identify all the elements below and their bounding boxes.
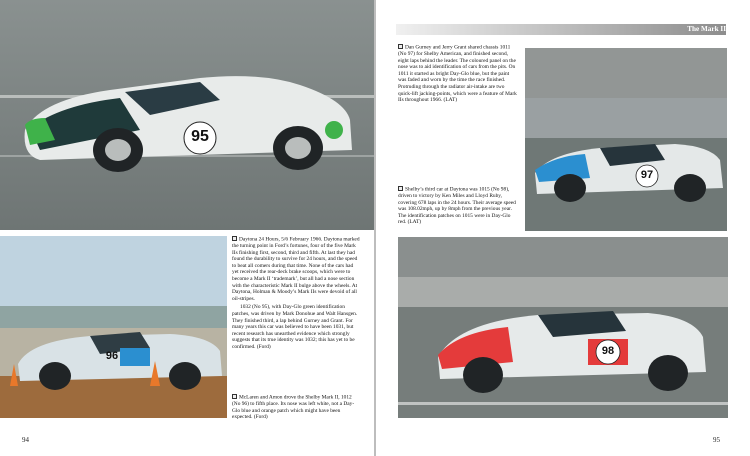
caption-paragraph: Dan Gurney and Jerry Grant shared chassis 1011 (No 97) for Shelby American, and finished second, eight laps behind the leader. The coloured panel on the nose was to aid identification of cars from the pits. On 1011 it started as bright Day-Glo blue, but the paint was faded and worn by the time the race finished. Protruding through the radiator air-intake are two quick-lift jacking-points, which were a feature of Mark IIs throughout 1966. (LAT) [398, 44, 517, 104]
car-number-95: 95 [191, 128, 209, 145]
photo-car-96-pits [0, 236, 227, 418]
photo-car-97-track [525, 48, 727, 231]
car-number-97: 97 [640, 169, 654, 181]
caption-marker-icon [398, 186, 403, 191]
running-head-title: The Mark II [687, 25, 726, 33]
caption-paragraph: McLaren and Amon drove the Shelby Mark II, 1012 (No 96) to fifth place. Its nose was left white, not a Day-Glo blue and orange patch which might have been expected. (Ford) [232, 394, 355, 421]
caption-paragraph: Daytona 24 Hours, 5/6 February 1966. Daytona marked the turning point in Ford’s fortunes, four of the five Mark IIs finishing first, second, third and fifth. At last they had found the durability to survive for 24 hours, and the speed to beat all comers during that time. None of the cars had yet received the rear-deck brake scoops, which were to become a Mark II ‘trademark’, but all had a nose section with the characteristic Mark II bulge above the wheels. At Daytona, Holman & Moody’s Mark IIs were devoid of all oil-stripes. [232, 236, 360, 302]
left-page [0, 0, 374, 456]
caption-paragraph: Shelby’s third car at Daytona was 1015 (No 98), driven to victory by Ken Miles and Lloyd Ruby, covering 678 laps in the 24 hours. Their average speed was 108.02mph, up by 8mph from the previous year. The identification patches on 1015 were in Day-Glo red. (LAT) [398, 186, 516, 226]
caption-marker-icon [398, 44, 403, 49]
caption-marker-icon [232, 236, 237, 241]
car-number-98: 98 [601, 345, 615, 357]
caption-marker-icon [232, 394, 237, 399]
caption-paragraph: 1032 (No 95), with Day-Glo green identification patches, was driven by Mark Donohue and Walt Hansgen. They finished third, a lap behind Gurney and Grant. For many years this car was believed to have been 1031, but recent research has unearthed evidence which strongly suggests that its true identity was 1032; this has yet to be confirmed. (Ford) [232, 304, 358, 350]
folio-left: 94 [22, 436, 29, 444]
caption-mclaren-amon [232, 394, 360, 423]
caption-gurney-grant [398, 44, 518, 106]
photo-car-95-track [0, 0, 374, 230]
car-number-96: 96 [105, 350, 119, 362]
caption-shelby-third-car [398, 186, 518, 228]
folio-right: 95 [713, 436, 720, 444]
photo-car-98-track [398, 237, 728, 418]
running-head-bar [396, 24, 726, 35]
caption-daytona-24-hours [232, 236, 360, 353]
